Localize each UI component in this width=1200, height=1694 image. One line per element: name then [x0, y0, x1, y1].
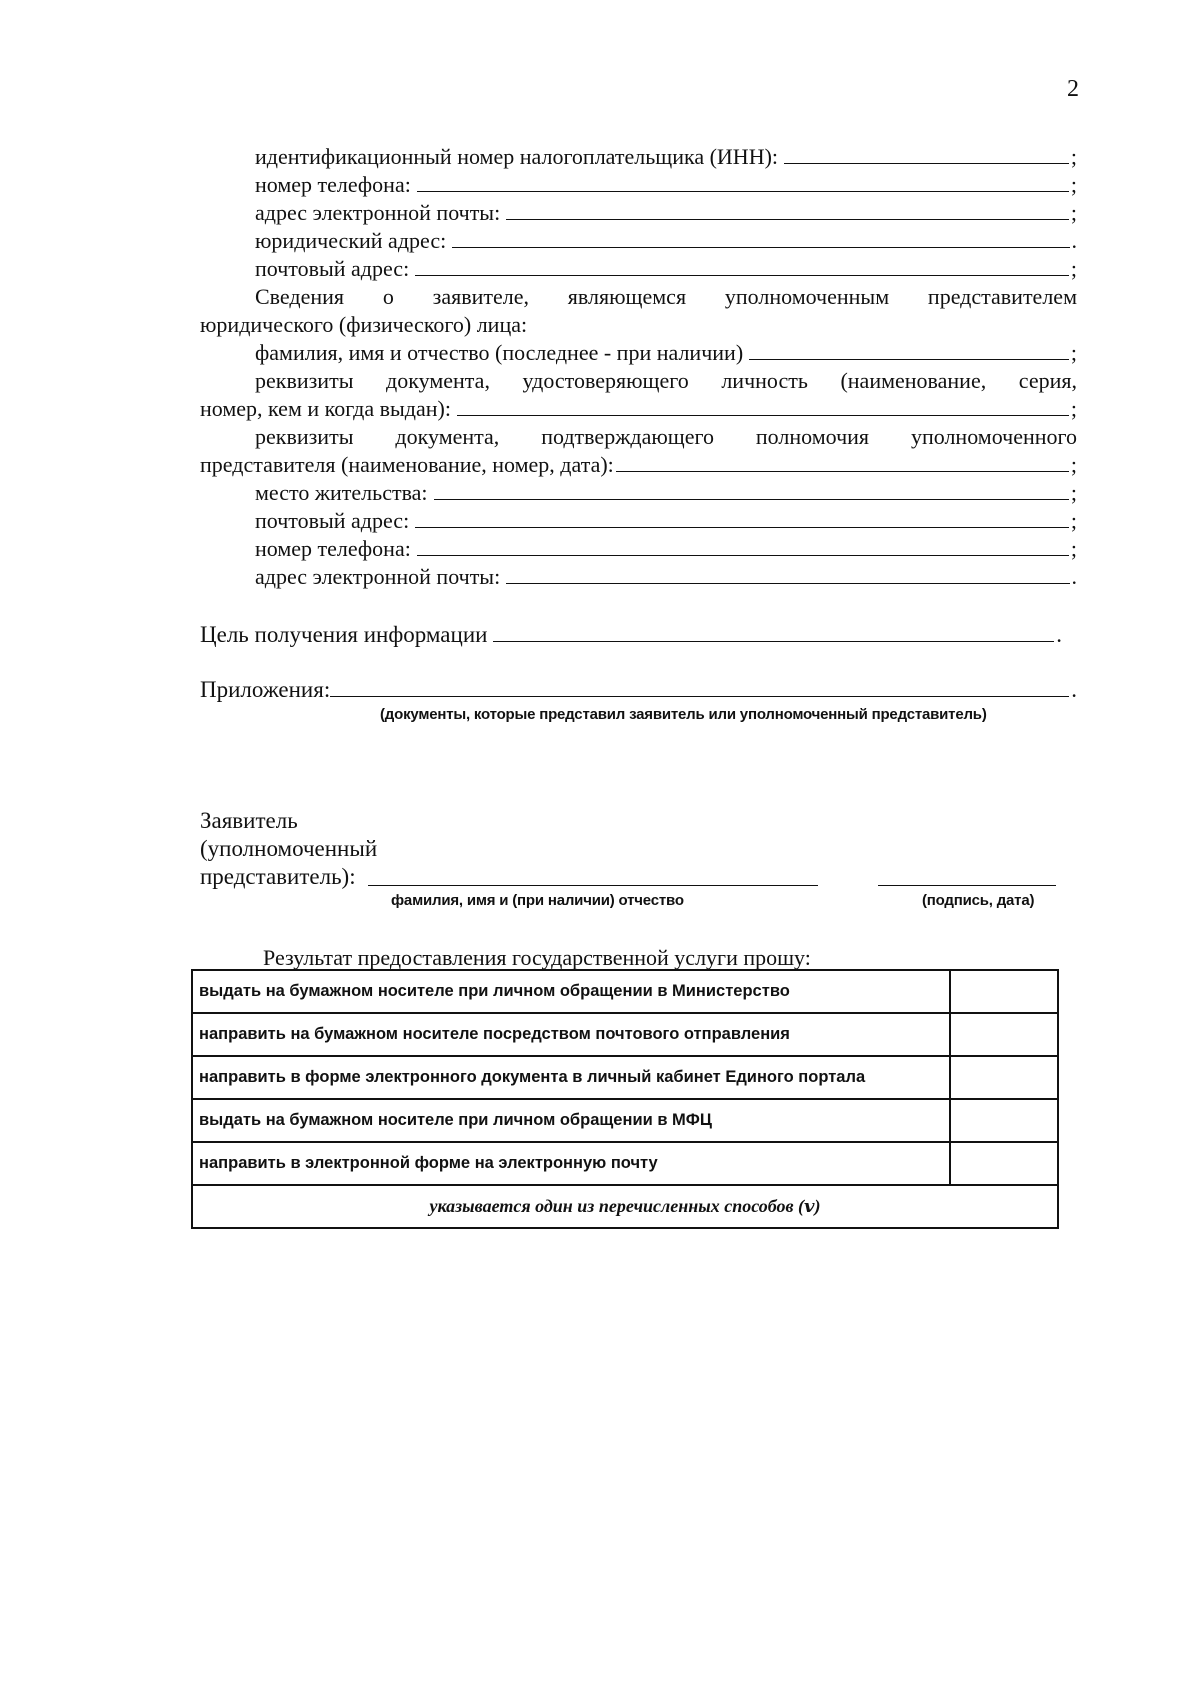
email-blank[interactable] — [506, 201, 1069, 220]
rep-auth-doc-blank[interactable] — [616, 453, 1069, 472]
rep-id-doc-label: реквизиты документа, удостоверяющего личность (наименование, серия, — [255, 368, 1077, 393]
purpose-field[interactable] — [200, 621, 1062, 649]
rep-auth-doc-label-cont: представителя (наименование, номер, дата): — [200, 452, 614, 477]
result-option-label: выдать на бумажном носителе при личном обращении в МФЦ — [192, 1099, 950, 1142]
attachments-caption: (документы, которые представил заявитель или уполномоченный представитель) — [380, 706, 987, 723]
phone-field[interactable] — [255, 171, 1077, 199]
rep-id-doc-field[interactable] — [200, 395, 1077, 423]
rep-email-label: адрес электронной почты: — [255, 564, 501, 589]
legal-address-blank[interactable] — [452, 229, 1069, 248]
legal-address-label: юридический адрес: — [255, 228, 447, 253]
signature-label-line3: представитель): — [200, 864, 356, 889]
signature-label-line1: Заявитель — [200, 808, 298, 833]
attachments-punct: . — [1071, 677, 1077, 702]
result-table — [191, 969, 1059, 1229]
postal-address-field[interactable] — [255, 255, 1077, 283]
result-option-label: направить на бумажном носителе посредством почтового отправления — [192, 1013, 950, 1056]
inn-label: идентификационный номер налогоплательщика (ИНН): — [255, 144, 779, 169]
email-field[interactable] — [255, 199, 1077, 227]
rep-phone-blank[interactable] — [417, 537, 1069, 556]
legal-address-field[interactable] — [255, 227, 1077, 255]
result-option-checkbox[interactable] — [950, 1056, 1058, 1099]
rep-section-heading: Сведения о заявителе, являющемся уполномоченным представителем — [255, 284, 1077, 309]
rep-section-heading-cont: юридического (физического) лица: — [200, 312, 528, 337]
purpose-punct: . — [1056, 622, 1062, 647]
inn-blank[interactable] — [784, 145, 1069, 164]
attachments-blank[interactable] — [330, 678, 1069, 697]
postal-address-blank[interactable] — [415, 257, 1069, 276]
rep-email-blank[interactable] — [506, 565, 1069, 584]
result-option-row — [192, 1013, 1058, 1056]
result-option-row — [192, 1056, 1058, 1099]
result-option-checkbox[interactable] — [950, 1142, 1058, 1185]
result-option-row — [192, 1099, 1058, 1142]
signature-label-line2: (уполномоченный — [200, 836, 378, 861]
purpose-label: Цель получения информации — [200, 622, 488, 647]
result-option-checkbox[interactable] — [950, 970, 1058, 1013]
rep-id-doc-punct: ; — [1070, 396, 1077, 421]
rep-auth-doc-field[interactable] — [200, 451, 1077, 479]
signature-sign-line[interactable] — [878, 885, 1056, 886]
rep-phone-punct: ; — [1070, 536, 1077, 561]
rep-residence-punct: ; — [1070, 480, 1077, 505]
rep-auth-doc-label: реквизиты документа, подтверждающего полномочия уполномоченного — [255, 424, 1077, 449]
rep-phone-field[interactable] — [255, 535, 1077, 563]
rep-postal-blank[interactable] — [415, 509, 1069, 528]
result-option-checkbox[interactable] — [950, 1099, 1058, 1142]
rep-fio-field[interactable] — [255, 339, 1077, 367]
postal-address-punct: ; — [1070, 256, 1077, 281]
purpose-blank[interactable] — [493, 623, 1054, 642]
signature-fio-caption: фамилия, имя и (при наличии) отчество — [391, 892, 684, 909]
result-option-row — [192, 1142, 1058, 1185]
result-option-label: направить в электронной форме на электронную почту — [192, 1142, 950, 1185]
email-label: адрес электронной почты: — [255, 200, 501, 225]
phone-punct: ; — [1070, 172, 1077, 197]
rep-postal-field[interactable] — [255, 507, 1077, 535]
signature-sign-caption: (подпись, дата) — [922, 892, 1035, 909]
result-heading: Результат предоставления государственной услуги прошу: — [263, 945, 811, 970]
rep-id-doc-label-cont: номер, кем и когда выдан): — [200, 396, 451, 421]
result-option-label: выдать на бумажном носителе при личном обращении в Министерство — [192, 970, 950, 1013]
rep-id-doc-blank[interactable] — [457, 397, 1069, 416]
signature-fio-line[interactable] — [368, 885, 818, 886]
rep-fio-label: фамилия, имя и отчество (последнее - при наличии) — [255, 340, 744, 365]
result-option-checkbox[interactable] — [950, 1013, 1058, 1056]
rep-phone-label: номер телефона: — [255, 536, 411, 561]
phone-label: номер телефона: — [255, 172, 411, 197]
postal-address-label: почтовый адрес: — [255, 256, 410, 281]
result-option-row — [192, 970, 1058, 1013]
rep-fio-blank[interactable] — [749, 341, 1069, 360]
rep-email-field[interactable] — [255, 563, 1077, 591]
result-note: указывается один из перечисленных способов (ⅴ) — [192, 1185, 1058, 1228]
result-note-row — [192, 1185, 1058, 1228]
inn-field[interactable] — [255, 143, 1077, 171]
email-punct: ; — [1070, 200, 1077, 225]
attachments-field[interactable] — [200, 676, 1077, 704]
rep-residence-label: место жительства: — [255, 480, 428, 505]
legal-address-punct: . — [1071, 228, 1077, 253]
rep-auth-doc-punct: ; — [1070, 452, 1077, 477]
rep-postal-label: почтовый адрес: — [255, 508, 410, 533]
rep-fio-punct: ; — [1070, 340, 1077, 365]
result-option-label: направить в форме электронного документа в личный кабинет Единого портала — [192, 1056, 950, 1099]
inn-punct: ; — [1070, 144, 1077, 169]
rep-email-punct: . — [1071, 564, 1077, 589]
rep-residence-blank[interactable] — [434, 481, 1069, 500]
page-number: 2 — [1067, 76, 1079, 102]
attachments-label: Приложения: — [200, 677, 331, 702]
rep-postal-punct: ; — [1070, 508, 1077, 533]
phone-blank[interactable] — [417, 173, 1069, 192]
rep-residence-field[interactable] — [255, 479, 1077, 507]
